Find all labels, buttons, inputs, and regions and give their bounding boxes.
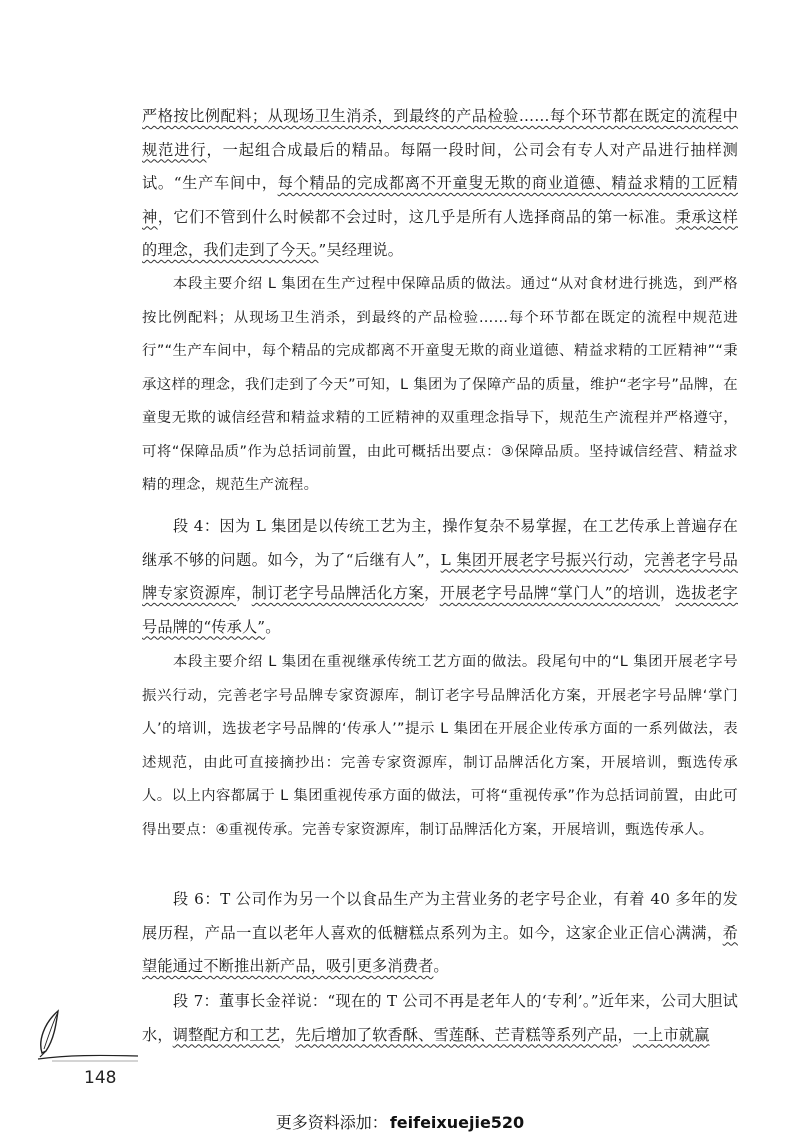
footer-label: 更多资料添加： xyxy=(275,1113,388,1132)
analysis-1-text: 本段主要介绍 L 集团在生产过程中保障品质的做法。通过“从对食材进行挑选，到严格按比例配料；从现场卫生消杀，到最终的产品检验……每个环节都在既定的流程中规范进行”“生产车间中，每个精品的完成都离不开童叟无欺的商业道德、精益求精的工匠精神”“秉承这样的理念，我们走到了今天”可知，L 集团为了保障产品的质量，维护“老字号”品牌，在童叟无欺的诚信经营和精益求精的工匠精神的双重理念指导下，规范生产流程并严格遵守，可将“保障品质”作为总括词前置，由此可概括出要点：③保障品质。坚持诚信经营、精益求精的理念，规范生产流程。 xyxy=(142,276,738,493)
para7-text-5: ， xyxy=(617,1025,633,1044)
para4-text-1: 段 4：因为 L 集团是以传统工艺为主，操作复杂不易掌握，在工艺传承上普遍存在继承不够的问题。如今，为了“后继有人”， xyxy=(142,517,738,569)
para1-underlined-3: 每个精品的完成都离不开童叟无欺的商业道德、精益求精的工匠精神 xyxy=(142,174,738,226)
para7-text-1: 段 7：董事长金祥说：“现在的 T 公司不再是老年人的‘专利’。”近年来，公司大胆试水， xyxy=(142,992,738,1044)
para7-underlined-6: 一上市就赢 xyxy=(632,1025,710,1044)
paragraph-7 xyxy=(142,985,738,1052)
para1-text-4: ，它们不管到什么时候都不会过时，这几乎是所有人选择商品的第一标准。 xyxy=(157,207,676,226)
para4-text-9: ， xyxy=(659,584,676,602)
para4-underlined-2: L 集团开展老字号振兴行动 xyxy=(440,550,629,569)
para6-underlined-2: 希望能通过不断推出新产品，吸引更多消费者 xyxy=(142,923,738,975)
para1-text-6: ”吴经理说。 xyxy=(318,241,404,259)
para4-text-7: ， xyxy=(424,584,440,602)
paragraph-6 xyxy=(142,883,738,984)
paragraph-1 xyxy=(142,100,738,268)
para4-text-11: 。 xyxy=(265,617,281,636)
para7-underlined-4: 先后增加了软香酥、雪莲酥、芒青糕等系列产品 xyxy=(295,1025,618,1044)
para4-underlined-4: 完善老字号品牌专家资源库 xyxy=(142,550,739,602)
para4-text-5: ， xyxy=(236,584,252,602)
page-number: 148 xyxy=(84,1068,117,1088)
para4-text-3: ， xyxy=(628,550,645,569)
para1-text-2: ，一起组合成最后的精品。每隔一段时间，公司会有专人对产品进行抽样测试。“生产车间中， xyxy=(142,140,739,192)
pen-icon xyxy=(28,1005,140,1065)
analysis-4-text: 本段主要介绍 L 集团在重视继承传统工艺方面的做法。段尾句中的“L 集团开展老字号振兴行动，完善老字号品牌专家资源库，制订老字号品牌活化方案，开展老字号品牌‘掌门人’的培训，选拔老字号品牌的‘传承人’”提示 L 集团在开展企业传承方面的一系列做法，表述规范，由此可直接摘抄出：完善专家资源库，制订品牌活化方案，开展培训，甄选传承人。以上内容都属于 L 集团重视传承方面的做法，可将“重视传承”作为总括词前置，由此可得出要点：④重视传承。完善专家资源库，制订品牌活化方案，开展培训，甄选传承人。 xyxy=(142,654,738,838)
footer-note xyxy=(0,1110,800,1133)
para7-underlined-2: 调整配方和工艺 xyxy=(172,1025,281,1044)
para1-underlined-1: 严格按比例配料；从现场卫生消杀，到最终的产品检验……每个环节都在既定的流程中规范进行 xyxy=(142,107,738,159)
paragraph-4 xyxy=(142,510,738,644)
analysis-paragraph-1 xyxy=(142,268,738,503)
para6-text-3: 。 xyxy=(433,957,449,975)
para6-text-1: 段 6：T 公司作为另一个以食品生产为主营业务的老字号企业，有着 40 多年的发展历程，产品一直以老年人喜欢的低糖糕点系列为主。如今，这家企业正信心满满， xyxy=(142,890,738,942)
footer-handle: feifeixuejie520 xyxy=(389,1113,525,1132)
analysis-paragraph-4 xyxy=(142,646,738,847)
para1-underlined-5: 秉承这样的理念，我们走到了今天。 xyxy=(142,207,738,259)
para4-underlined-8: 开展老字号品牌“掌门人”的培训 xyxy=(439,584,660,602)
para7-text-3: ， xyxy=(280,1025,296,1044)
para4-underlined-6: 制订老字号品牌活化方案 xyxy=(251,584,425,602)
para4-underlined-10: 选拔老字号品牌的“传承人” xyxy=(142,584,738,636)
